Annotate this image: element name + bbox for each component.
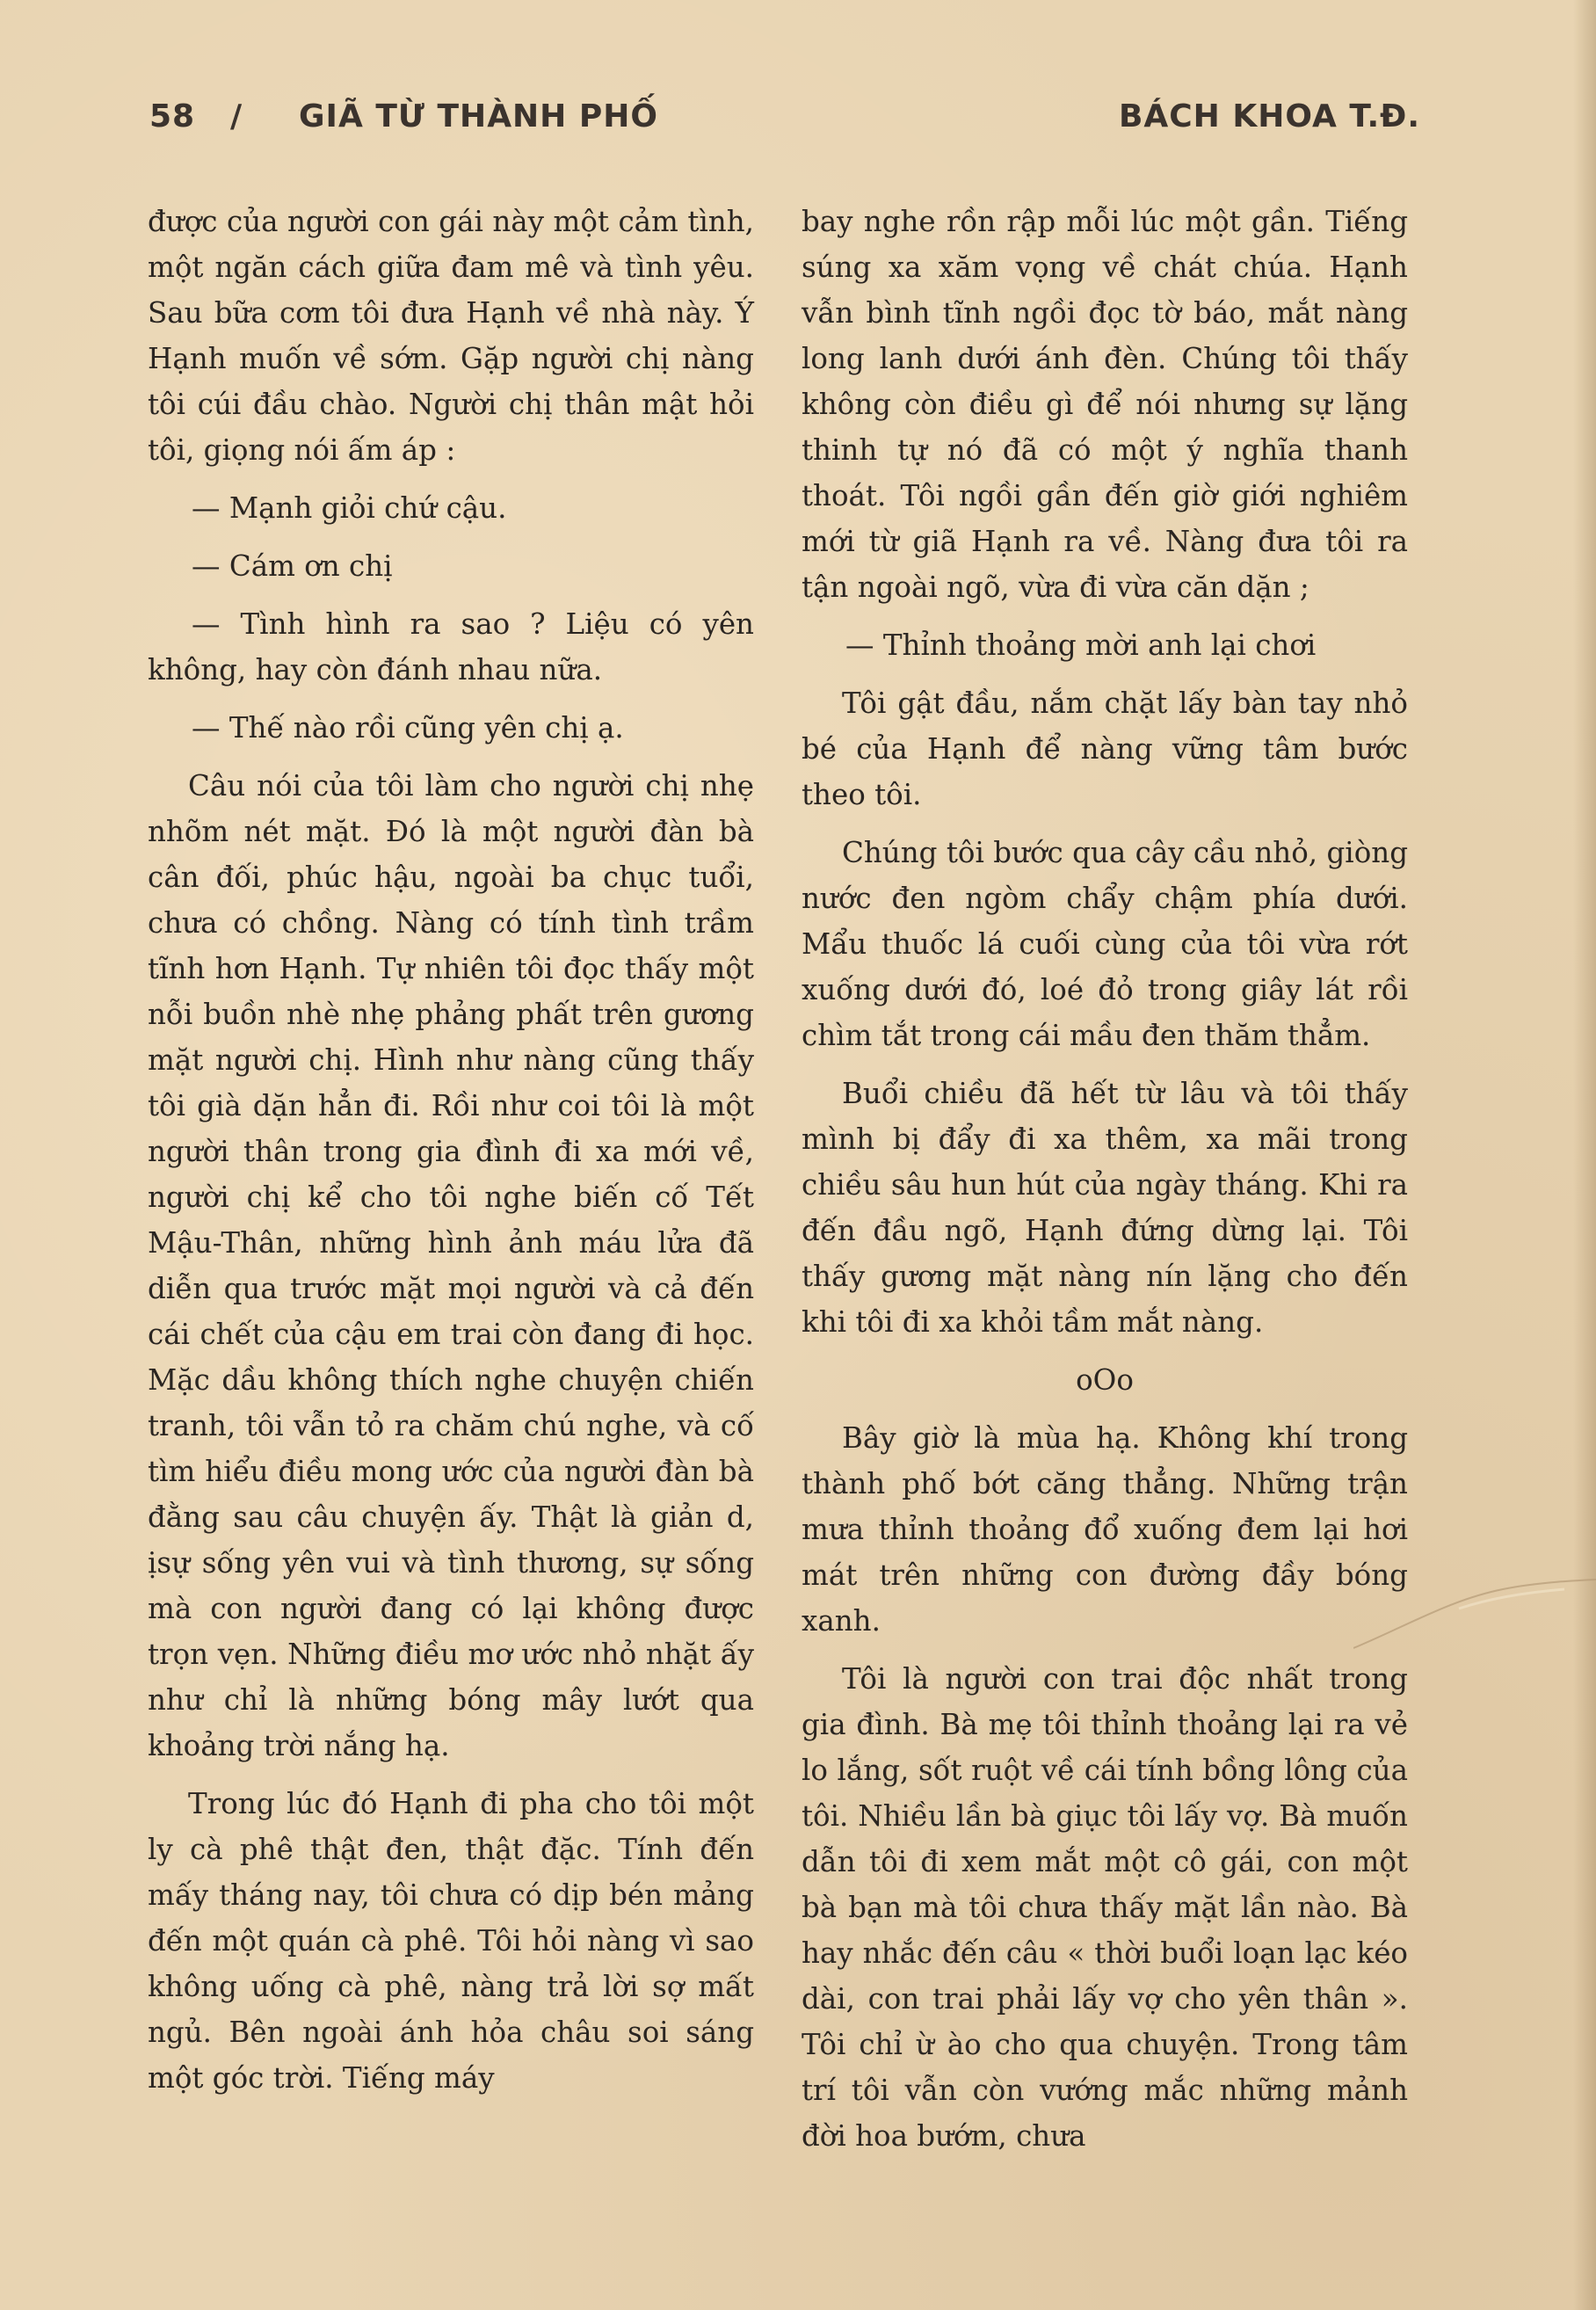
paper-crease [1353, 1573, 1596, 1653]
paragraph: Trong lúc đó Hạnh đi pha cho tôi một ly cà phê thật đen, thật đặc. Tính đến mấy tháng nay, tôi chưa có dịp bén mảng đến một quán cà phê. Tôi hỏi nàng vì sao không uống cà phê, nàng trả lời sợ mất ngủ. Bên ngoài ánh hỏa châu soi sáng một góc trời. Tiếng máy [148, 1787, 754, 2095]
dialog-line: — Mạnh giỏi chứ cậu. [192, 491, 507, 525]
paragraph: được của người con gái này một cảm tình, một ngăn cách giữa đam mê và tình yêu. Sau bữa cơm tôi đưa Hạnh về nhà này. Ý Hạnh muốn về sớm. Gặp người chị nàng tôi cúi đầu chào. Người chị thân mật hỏi tôi, giọng nói ấm áp : [148, 205, 754, 467]
dialog-line: — Thỉnh thoảng mời anh lại chơi [845, 628, 1317, 662]
paragraph: Tôi là người con trai độc nhất trong gia đình. Bà mẹ tôi thỉnh thoảng lại ra vẻ lo lắng, sốt ruột về cái tính bồng lông của tôi. Nhiều lần bà giục tôi lấy vợ. Bà muốn dẫn tôi đi xem mắt một cô gái, con một bà bạn mà tôi chưa thấy mặt lần nào. Bà hay nhắc đến câu « thời buổi loạn lạc kéo dài, con trai phải lấy vợ cho yên thân ». Tôi chỉ ừ ào cho qua chuyện. Trong tâm trí tôi vẫn còn vướng mắc những mảnh đời hoa bướm, chưa [802, 1662, 1408, 2153]
dialog-line: — Cám ơn chị [192, 549, 393, 583]
page-number: 58 [149, 98, 196, 134]
paragraph: Bây giờ là mùa hạ. Không khí trong thành phố bớt căng thẳng. Những trận mưa thỉnh thoảng đổ xuống đem lại hơi mát trên những con đường đầy bóng xanh. [802, 1421, 1408, 1638]
running-header [149, 98, 1420, 151]
left-text-column [148, 199, 754, 2113]
header-separator: / [230, 98, 243, 134]
journal-name: BÁCH KHOA T.Đ. [1118, 98, 1420, 134]
paragraph: Chúng tôi bước qua cây cầu nhỏ, giòng nước đen ngòm chẩy chậm phía dưới. Mẩu thuốc lá cuối cùng của tôi vừa rớt xuống dưới đó, loé đỏ trong giây lát rồi chìm tắt trong cái mầu đen thăm thẳm. [802, 836, 1408, 1052]
dialog-line: — Tình hình ra sao ? Liệu có yên không, hay còn đánh nhau nữa. [148, 607, 754, 686]
story-title: GIÃ TỪ THÀNH PHỐ [299, 98, 658, 134]
section-separator: oOo [1076, 1363, 1134, 1397]
right-text-column [802, 199, 1408, 2171]
paragraph: Buổi chiều đã hết từ lâu và tôi thấy mình bị đẩy đi xa thêm, xa mãi trong chiều sâu hun hút của ngày tháng. Khi ra đến đầu ngõ, Hạnh đứng dừng lại. Tôi thấy gương mặt nàng nín lặng cho đến khi tôi đi xa khỏi tầm mắt nàng. [802, 1077, 1408, 1339]
paragraph: Câu nói của tôi làm cho người chị nhẹ nhõm nét mặt. Đó là một người đàn bà cân đối, phúc hậu, ngoài ba chục tuổi, chưa có chồng. Nàng có tính tình trầm tĩnh hơn Hạnh. Tự nhiên tôi đọc thấy một nỗi buồn nhè nhẹ phảng phất trên gương mặt người chị. Hình như nàng cũng thấy tôi già dặn hẳn đi. Rồi như coi tôi là một người thân trong gia đình đi xa mới về, người chị kể cho tôi nghe biến cố Tết Mậu-Thân, những hình ảnh máu lửa đã diễn qua trước mặt mọi người và cả đến cái chết của cậu em trai còn đang đi học. Mặc dầu không thích nghe chuyện chiến tranh, tôi vẫn tỏ ra chăm chú nghe, và cố tìm hiểu điều mong ước của người đàn bà đằng sau câu chuyện ấy. Thật là giản d, ịsự sống yên vui và tình thương, sự sống mà con người đang có lại không được trọn vẹn. Những điều mơ ước nhỏ nhặt ấy như chỉ là những bóng mây lướt qua khoảng trời nắng hạ. [148, 769, 754, 1762]
paragraph: bay nghe rồn rập mỗi lúc một gần. Tiếng súng xa xăm vọng về chát chúa. Hạnh vẫn bình tĩnh ngồi đọc tờ báo, mắt nàng long lanh dưới ánh đèn. Chúng tôi thấy không còn điều gì để nói nhưng sự lặng thinh tự nó đã có một ý nghĩa thanh thoát. Tôi ngồi gần đến giờ giới nghiêm mới từ giã Hạnh ra về. Nàng đưa tôi ra tận ngoài ngõ, vừa đi vừa căn dặn ; [802, 205, 1408, 604]
paragraph: Tôi gật đầu, nắm chặt lấy bàn tay nhỏ bé của Hạnh để nàng vững tâm bước theo tôi. [802, 686, 1408, 811]
dialog-line: — Thế nào rồi cũng yên chị ạ. [192, 711, 624, 745]
page-edge-shadow [1573, 0, 1596, 2310]
